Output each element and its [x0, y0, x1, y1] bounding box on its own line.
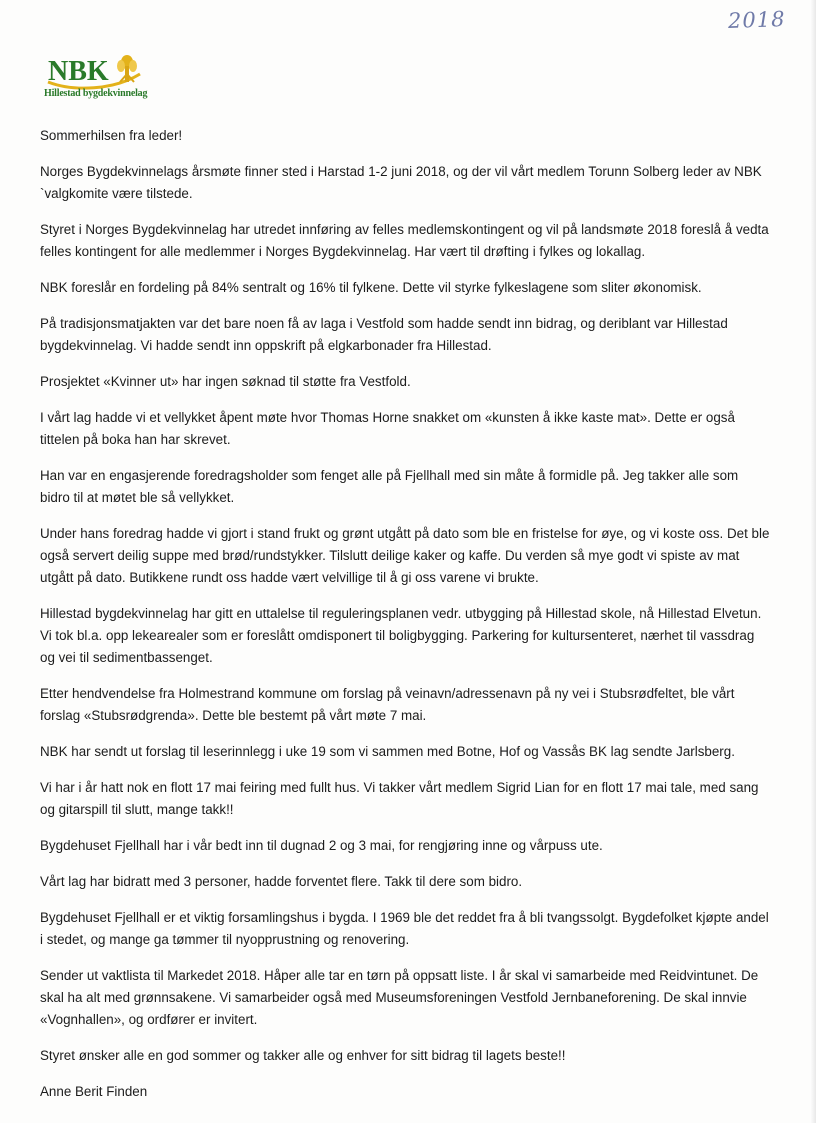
letter-paragraph: NBK foreslår en fordeling på 84% sentralt og 16% til fylkene. Dette vil styrke fylkeslagene som sliter økonomisk. [40, 280, 702, 295]
letter-paragraph: Norges Bygdekvinnelags årsmøte finner sted i Harstad 1-2 juni 2018, og der vil vårt medlem Torunn Solberg leder av NBK `valgkomite være tilstede. [40, 164, 762, 201]
letter-paragraph: I vårt lag hadde vi et vellykket åpent møte hvor Thomas Horne snakket om «kunsten å ikke kaste mat». Dette er også tittelen på boka han har skrevet. [40, 410, 735, 447]
letter-paragraph: Vi har i år hatt nok en flott 17 mai feiring med fullt hus. Vi takker vårt medlem Sigrid Lian for en flott 17 mai tale, med sang og gitarspill til slutt, mange takk!! [40, 780, 759, 817]
letter-paragraph: Vårt lag har bidratt med 3 personer, hadde forventet flere. Takk til dere som bidro. [40, 874, 523, 889]
letter-paragraph: Prosjektet «Kvinner ut» har ingen søknad til støtte fra Vestfold. [40, 374, 411, 389]
letter-paragraph: Bygdehuset Fjellhall har i vår bedt inn til dugnad 2 og 3 mai, for rengjøring inne og vårpuss ute. [40, 838, 603, 853]
letter-paragraph: På tradisjonsmatjakten var det bare noen få av laga i Vestfold som hadde sendt inn bidrag, og deriblant var Hillestad bygdekvinnelag. Vi hadde sendt inn oppskrift på elgkarbonader fra Hillestad. [40, 316, 728, 353]
letter-paragraph: Under hans foredrag hadde vi gjort i stand frukt og grønt utgått på dato som ble en fristelse for øye, og vi koste oss. Det ble også servert deilig suppe med brød/rundstykker. Tilslutt deilige kaker og kaffe. Du verden så mye godt vi spiste av mat utgått på dato. Butikkene rundt oss hadde vært velvillige til å gi oss varene vi brukte. [40, 526, 770, 585]
scan-edge [810, 0, 816, 1123]
logo-org-name: Hillestad bygdekvinnelag [44, 88, 148, 99]
letter-paragraph: Sender ut vaktlista til Markedet 2018. Håper alle tar en tørn på oppsatt liste. I år skal vi samarbeide med Reidvintunet. De skal ha alt med grønnsakene. Vi samarbeider også med Museumsforeningen Vestfold Jernbaneforening. De skal innvie «Vognhallen», og ordfører er invitert. [40, 968, 759, 1027]
letter-body [40, 125, 770, 1117]
letter-greeting: Sommerhilsen fra leder! [40, 128, 183, 143]
nbk-logo-letters: NBK [48, 56, 109, 87]
letter-paragraph: Styret i Norges Bygdekvinnelag har utredet innføring av felles medlemskontingent og vil på landsmøte 2018 foreslå å vedta felles kontingent for alle medlemmer i Norges Bygdekvinnelag. Har vært til drøfting i fylkes og lokallag. [40, 222, 769, 259]
letter-paragraph: NBK har sendt ut forslag til leserinnlegg i uke 19 som vi sammen med Botne, Hof og Vassås BK lag sendte Jarlsberg. [40, 744, 735, 759]
letter-paragraph: Bygdehuset Fjellhall er et viktig forsamlingshus i bygda. I 1969 ble det reddet fra å bli tvangssolgt. Bygdefolket kjøpte andel i stedet, og mange ga tømmer til nyopprustning og renovering. [40, 910, 769, 947]
nbk-logo-graphic [44, 52, 154, 92]
letter-paragraph: Styret ønsker alle en god sommer og takker alle og enhver for sitt bidrag til lagets beste!! [40, 1048, 566, 1063]
letter-paragraph: Han var en engasjerende foredragsholder som fenget alle på Fjellhall med sin måte å formidle på. Jeg takker alle som bidro til at møtet ble så vellykket. [40, 468, 739, 505]
letter-paragraph: Etter hendvendelse fra Holmestrand kommune om forslag på veinavn/adressenavn på ny vei i Stubsrødfeltet, ble vårt forslag «Stubsrødgrenda». Dette ble bestemt på vårt møte 7 mai. [40, 686, 735, 723]
handwritten-year-note: 2018 [727, 7, 786, 33]
letter-signature: Anne Berit Finden [40, 1084, 148, 1099]
letter-paragraph: Hillestad bygdekvinnelag har gitt en uttalelse til reguleringsplanen vedr. utbygging på Hillestad skole, nå Hillestad Elvetun. Vi tok bl.a. opp lekearealer som er foreslått omdisponert til boligbygging. Parkering for kultursenteret, nærhet til vassdrag og vei til sedimentbassenget. [40, 606, 762, 665]
nbk-logo [44, 52, 154, 104]
